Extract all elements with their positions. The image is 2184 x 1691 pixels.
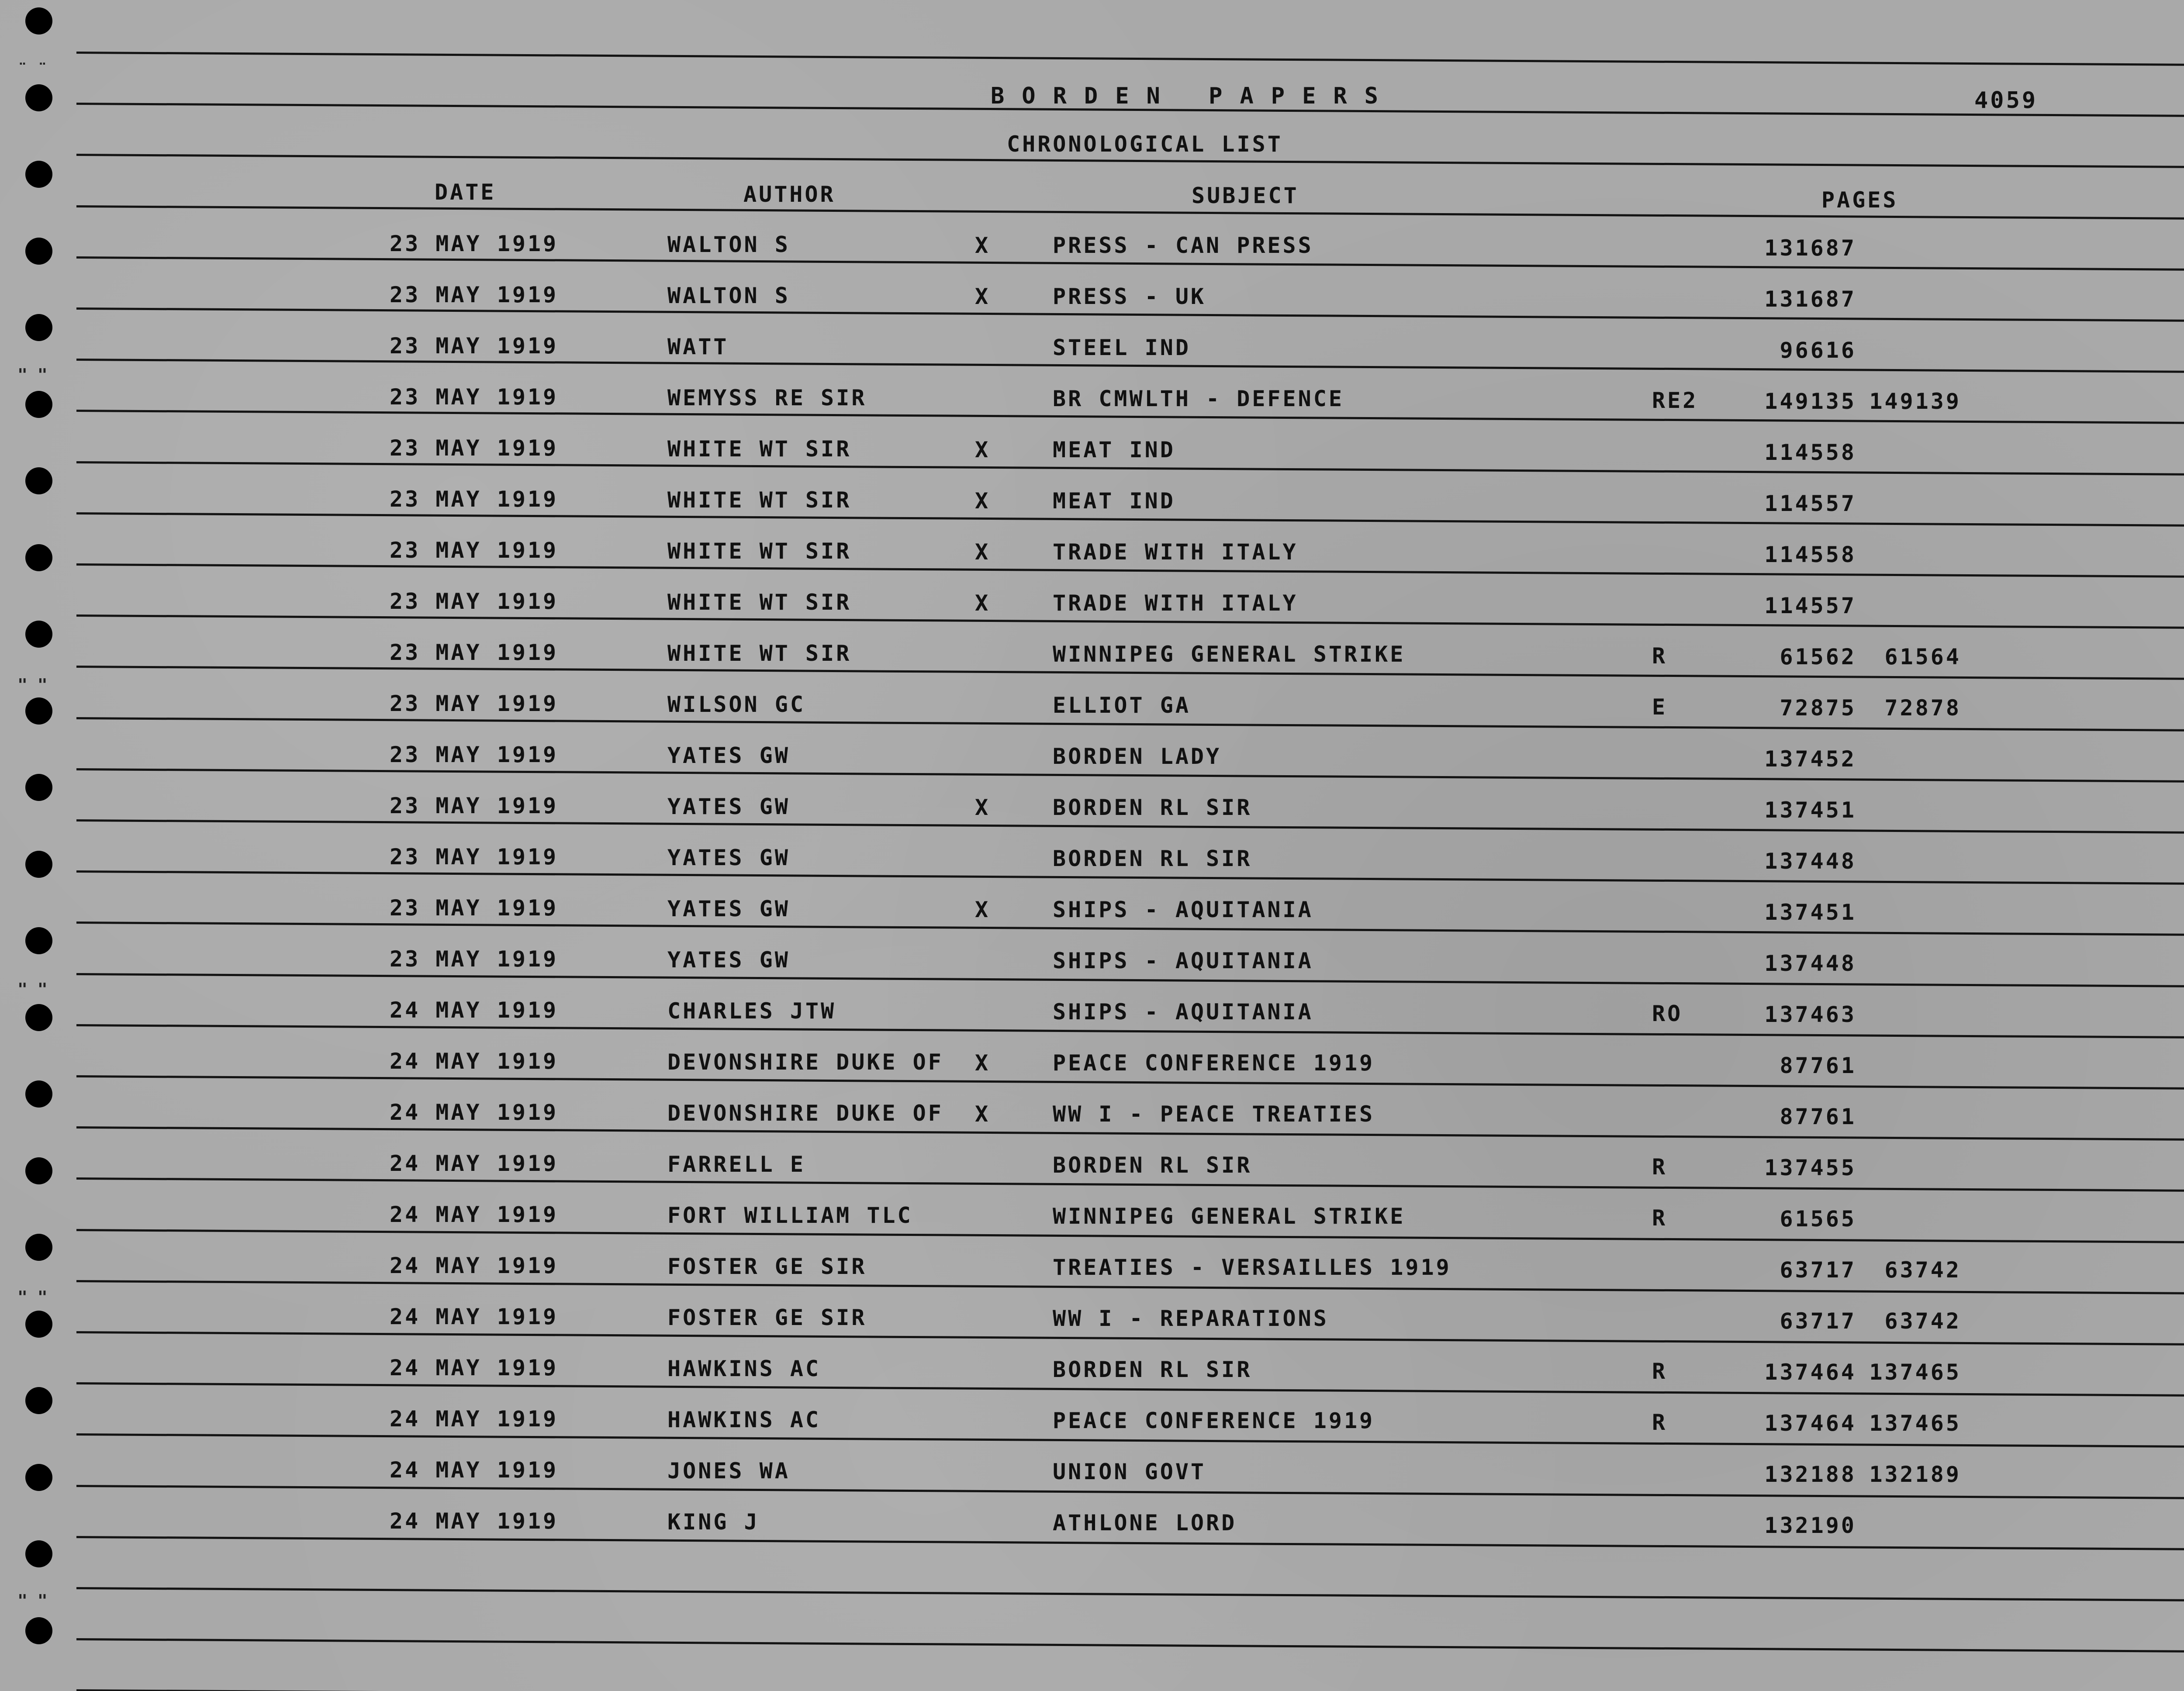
feed-hole [25,1617,52,1644]
column-header-author: AUTHOR [743,182,836,207]
feed-hole [25,1004,52,1031]
margin-mark: " " [17,365,48,384]
row-subject: BORDEN RL SIR [1053,795,1252,820]
ruled-line [76,1126,2184,1141]
feed-hole [25,238,52,265]
feed-hole [25,1540,52,1567]
row-cross-reference-mark: X [975,1050,991,1076]
document-subtitle: CHRONOLOGICAL LIST [1007,131,1283,157]
margin-mark: " " [17,1591,48,1610]
ruled-line [76,461,2184,476]
row-author: FORT WILLIAM TLC [667,1203,913,1228]
feed-hole [25,314,52,341]
row-author: WALTON S [667,232,790,257]
row-page-from: 114557 [1764,491,1856,516]
row-page-to: 63742 [1884,1257,1961,1283]
row-page-from: 137464 [1764,1360,1856,1385]
row-page-from: 137451 [1764,797,1856,823]
feed-hole [25,1080,52,1108]
feed-hole [25,927,52,954]
row-cross-reference-mark: X [975,233,991,258]
row-cross-reference-mark: X [975,437,991,462]
row-subject: UNION GOVT [1053,1459,1206,1484]
row-date: 23 MAY 1919 [390,487,559,512]
row-author: YATES GW [667,845,790,870]
row-page-from: 137448 [1764,849,1856,874]
row-page-from: 137455 [1764,1155,1856,1180]
row-page-from: 114557 [1764,593,1856,618]
row-author: DEVONSHIRE DUKE OF [667,1049,943,1075]
row-date: 24 MAY 1919 [390,1049,559,1074]
row-date: 24 MAY 1919 [390,1304,559,1329]
feed-hole [25,1387,52,1414]
row-subject: BR CMWLTH - DEFENCE [1053,386,1344,411]
row-subject: MEAT IND [1053,488,1175,514]
page-number: 4059 [1974,87,2038,114]
row-page-from: 137463 [1764,1002,1856,1027]
row-subject: PEACE CONFERENCE 1919 [1053,1408,1375,1433]
feed-hole [25,544,52,571]
row-date: 23 MAY 1919 [390,844,559,870]
row-subject: ELLIOT GA [1053,693,1191,718]
row-code: R [1652,643,1668,669]
row-cross-reference-mark: X [975,590,991,616]
row-cross-reference-mark: X [975,284,991,309]
row-page-from: 131687 [1764,286,1856,312]
row-author: FOSTER GE SIR [667,1254,867,1279]
feed-hole [25,7,52,35]
feed-hole [25,391,52,418]
row-date: 23 MAY 1919 [390,282,559,307]
column-header-pages: PAGES [1821,187,1898,213]
row-date: 23 MAY 1919 [390,793,559,818]
ruled-line [76,52,2184,66]
row-cross-reference-mark: X [975,539,991,565]
row-date: 23 MAY 1919 [390,384,559,410]
row-author: FARRELL E [667,1152,805,1177]
row-author: WALTON S [667,283,790,308]
row-subject: WW I - REPARATIONS [1053,1306,1329,1331]
row-page-from: 87761 [1780,1104,1856,1129]
ruled-line [76,819,2184,834]
row-subject: TREATIES - VERSAILLES 1919 [1053,1255,1451,1280]
row-subject: WW I - PEACE TREATIES [1053,1101,1375,1127]
row-author: WHITE WT SIR [667,590,852,615]
row-code: R [1652,1410,1668,1435]
document-title: BORDEN PAPERS [991,83,1396,109]
feed-hole [25,1234,52,1261]
row-page-to: 61564 [1884,644,1961,669]
margin-mark: " " [17,675,48,694]
row-author: WHITE WT SIR [667,436,852,462]
row-cross-reference-mark: X [975,1101,991,1127]
ruled-line [76,870,2184,885]
row-subject: SHIPS - AQUITANIA [1053,897,1313,922]
margin-mark: ¨ ¨ [17,60,48,79]
row-page-from: 137451 [1764,900,1856,925]
column-header-subject: SUBJECT [1192,183,1299,208]
ruled-line [76,973,2184,987]
ruled-line [76,1587,2184,1601]
row-author: CHARLES JTW [667,998,836,1024]
row-date: 23 MAY 1919 [390,538,559,563]
feed-hole [25,1157,52,1184]
row-code: R [1652,1205,1668,1231]
row-date: 24 MAY 1919 [390,1355,559,1380]
feed-hole [25,851,52,878]
row-page-to: 137465 [1869,1411,1961,1436]
ruled-line [76,1229,2184,1243]
row-date: 23 MAY 1919 [390,231,559,256]
row-date: 23 MAY 1919 [390,742,559,767]
feed-hole [25,1311,52,1338]
row-date: 24 MAY 1919 [390,1406,559,1432]
row-subject: TRADE WITH ITALY [1053,590,1298,616]
ruled-line [76,512,2184,527]
row-author: YATES GW [667,947,790,973]
row-page-to: 149139 [1869,389,1961,414]
row-page-from: 114558 [1764,542,1856,567]
row-code: R [1652,1154,1668,1180]
row-page-from: 87761 [1780,1053,1856,1078]
row-date: 23 MAY 1919 [390,691,559,716]
row-author: KING J [667,1509,760,1535]
row-date: 24 MAY 1919 [390,1202,559,1227]
ruled-line [76,1536,2184,1550]
ruled-line [76,768,2184,783]
row-page-to: 72878 [1884,695,1961,721]
ruled-line [76,359,2184,373]
row-date: 23 MAY 1919 [390,895,559,921]
row-cross-reference-mark: X [975,897,991,922]
row-date: 24 MAY 1919 [390,1151,559,1176]
row-date: 24 MAY 1919 [390,997,559,1023]
row-subject: BORDEN RL SIR [1053,1153,1252,1178]
ruled-line [76,1689,2184,1691]
row-code: RO [1652,1001,1683,1026]
row-author: HAWKINS AC [667,1407,821,1432]
ruled-line [76,563,2184,578]
row-page-to: 132189 [1869,1462,1961,1487]
row-page-from: 63717 [1780,1257,1856,1283]
row-author: YATES GW [667,896,790,921]
row-code: RE2 [1652,388,1698,413]
row-subject: WINNIPEG GENERAL STRIKE [1053,1204,1406,1229]
row-cross-reference-mark: X [975,488,991,514]
row-page-from: 114558 [1764,440,1856,465]
row-subject: PRESS - CAN PRESS [1053,233,1313,258]
row-code: E [1652,694,1668,720]
ruled-line [76,1075,2184,1090]
row-author: WEMYSS RE SIR [667,385,867,411]
row-page-from: 149135 [1764,389,1856,414]
row-subject: BORDEN LADY [1053,744,1222,769]
row-author: WILSON GC [667,692,805,717]
row-page-from: 61565 [1780,1206,1856,1232]
row-date: 23 MAY 1919 [390,589,559,614]
row-page-from: 96616 [1780,338,1856,363]
feed-hole [25,161,52,188]
ruled-line [76,1638,2184,1653]
row-subject: PRESS - UK [1053,284,1206,309]
row-date: 23 MAY 1919 [390,946,559,972]
row-author: WHITE WT SIR [667,487,852,513]
row-subject: ATHLONE LORD [1053,1510,1237,1536]
row-author: WATT [667,334,729,359]
row-page-from: 137452 [1764,746,1856,772]
row-date: 23 MAY 1919 [390,333,559,359]
feed-hole [25,697,52,725]
row-cross-reference-mark: X [975,795,991,820]
row-author: FOSTER GE SIR [667,1305,867,1330]
row-page-from: 137464 [1764,1411,1856,1436]
row-author: JONES WA [667,1458,790,1484]
row-page-from: 132190 [1764,1513,1856,1538]
row-page-from: 63717 [1780,1308,1856,1334]
row-subject: TRADE WITH ITALY [1053,539,1298,565]
row-date: 24 MAY 1919 [390,1100,559,1125]
row-author: DEVONSHIRE DUKE OF [667,1101,943,1126]
row-date: 24 MAY 1919 [390,1457,559,1483]
row-author: WHITE WT SIR [667,538,852,564]
row-subject: PEACE CONFERENCE 1919 [1053,1050,1375,1076]
row-page-to: 63742 [1884,1308,1961,1334]
row-subject: BORDEN RL SIR [1053,846,1252,871]
row-author: YATES GW [667,743,790,768]
ruled-line [76,614,2184,629]
feed-hole [25,774,52,801]
row-subject: MEAT IND [1053,437,1175,462]
row-date: 24 MAY 1919 [390,1508,559,1534]
row-date: 24 MAY 1919 [390,1253,559,1278]
row-code: R [1652,1359,1668,1384]
row-date: 23 MAY 1919 [390,640,559,665]
row-author: YATES GW [667,794,790,819]
feed-hole [25,84,52,111]
row-subject: BORDEN RL SIR [1053,1357,1252,1382]
feed-hole [25,621,52,648]
margin-mark: " " [17,980,48,999]
row-subject: SHIPS - AQUITANIA [1053,948,1313,973]
row-date: 23 MAY 1919 [390,435,559,461]
row-subject: STEEL IND [1053,335,1191,360]
row-subject: SHIPS - AQUITANIA [1053,999,1313,1025]
feed-hole [25,467,52,494]
row-page-from: 132188 [1764,1462,1856,1487]
ruled-line [76,921,2184,936]
ruled-line [76,1177,2184,1192]
margin-mark: " " [17,1287,48,1307]
row-page-from: 72875 [1780,695,1856,721]
ruled-line [76,1024,2184,1039]
row-page-from: 137448 [1764,951,1856,976]
ruled-line [76,307,2184,322]
row-subject: WINNIPEG GENERAL STRIKE [1053,642,1406,667]
row-page-from: 131687 [1764,235,1856,261]
feed-hole [25,1464,52,1491]
row-author: HAWKINS AC [667,1356,821,1381]
row-author: WHITE WT SIR [667,641,852,666]
row-page-to: 137465 [1869,1360,1961,1385]
column-header-date: DATE [435,179,496,205]
row-page-from: 61562 [1780,644,1856,669]
